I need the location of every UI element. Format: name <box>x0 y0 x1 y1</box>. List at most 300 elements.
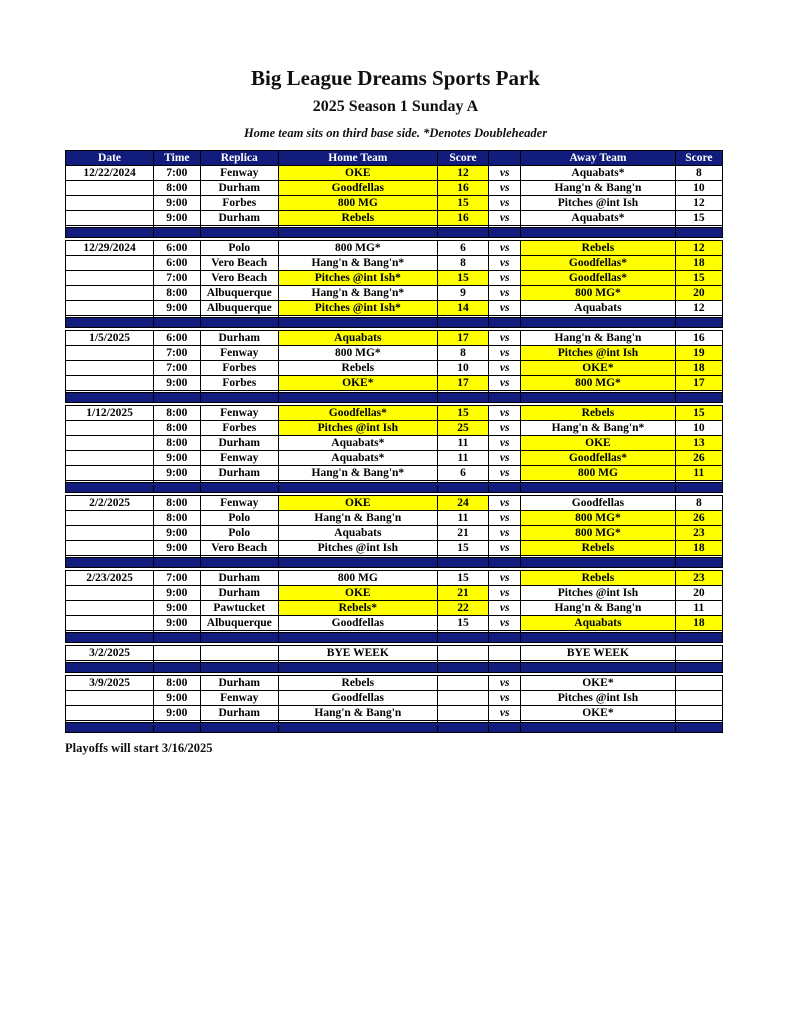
replica-header: Replica <box>200 151 278 166</box>
home-score-cell: 9 <box>437 286 488 301</box>
home-score-cell: 10 <box>437 361 488 376</box>
home-score-cell: 15 <box>437 571 488 586</box>
vs-cell: vs <box>489 691 521 706</box>
separator-row-cell <box>437 723 488 733</box>
time-cell: 9:00 <box>154 691 201 706</box>
time-cell: 8:00 <box>154 676 201 691</box>
separator-row-cell <box>278 663 437 673</box>
vs-cell: vs <box>489 466 521 481</box>
replica-cell: Polo <box>200 511 278 526</box>
separator-row-cell <box>66 483 154 493</box>
separator-row-cell <box>200 633 278 643</box>
time-cell: 9:00 <box>154 376 201 391</box>
home-team-cell: Rebels <box>278 361 437 376</box>
time-cell: 8:00 <box>154 436 201 451</box>
home-score-cell: 16 <box>437 211 488 226</box>
home-team-header: Home Team <box>278 151 437 166</box>
home-team-cell: Goodfellas <box>278 616 437 631</box>
time-cell: 7:00 <box>154 166 201 181</box>
home-score-cell <box>437 646 488 661</box>
replica-cell: Vero Beach <box>200 256 278 271</box>
away-team-cell: Rebels <box>521 541 675 556</box>
separator-row-cell <box>437 633 488 643</box>
date-cell <box>66 541 154 556</box>
separator-row-cell <box>521 558 675 568</box>
date-cell <box>66 301 154 316</box>
separator-row-cell <box>66 558 154 568</box>
separator-row-cell <box>489 723 521 733</box>
vs-cell: vs <box>489 166 521 181</box>
game-row <box>66 601 723 616</box>
away-team-cell: Pitches @int Ish <box>521 691 675 706</box>
separator-row-cell <box>278 318 437 328</box>
away-team-cell: Goodfellas* <box>521 451 675 466</box>
time-cell: 7:00 <box>154 361 201 376</box>
home-score-cell: 6 <box>437 241 488 256</box>
home-score-cell: 24 <box>437 496 488 511</box>
home-team-cell: Aquabats* <box>278 451 437 466</box>
home-score-cell: 25 <box>437 421 488 436</box>
date-cell <box>66 436 154 451</box>
gap-row-cell <box>200 733 278 736</box>
time-cell: 9:00 <box>154 616 201 631</box>
separator-row-cell <box>154 723 201 733</box>
home-score-cell: 11 <box>437 511 488 526</box>
separator-row-cell <box>278 633 437 643</box>
replica-cell: Fenway <box>200 451 278 466</box>
home-team-cell: 800 MG* <box>278 346 437 361</box>
separator-row-cell <box>437 228 488 238</box>
vs-cell: vs <box>489 196 521 211</box>
date-cell: 12/29/2024 <box>66 241 154 256</box>
vs-cell: vs <box>489 346 521 361</box>
date-header: Date <box>66 151 154 166</box>
date-cell <box>66 196 154 211</box>
separator-row-cell <box>278 393 437 403</box>
separator-row <box>66 318 723 328</box>
home-team-cell: Aquabats* <box>278 436 437 451</box>
home-score-cell: 14 <box>437 301 488 316</box>
separator-row-cell <box>200 318 278 328</box>
separator-row-cell <box>489 318 521 328</box>
game-row <box>66 571 723 586</box>
separator-row-cell <box>489 228 521 238</box>
home-score-cell: 15 <box>437 616 488 631</box>
game-row <box>66 331 723 346</box>
away-team-cell: Pitches @int Ish <box>521 586 675 601</box>
separator-row-cell <box>521 483 675 493</box>
separator-row-cell <box>675 723 722 733</box>
away-score-cell: 26 <box>675 511 722 526</box>
time-cell: 9:00 <box>154 211 201 226</box>
replica-cell: Forbes <box>200 421 278 436</box>
away-team-cell: Hang'n & Bang'n <box>521 181 675 196</box>
time-cell: 8:00 <box>154 406 201 421</box>
vs-cell: vs <box>489 421 521 436</box>
vs-cell: vs <box>489 301 521 316</box>
separator-row-cell <box>521 723 675 733</box>
page-title: Big League Dreams Sports Park <box>251 66 540 90</box>
home-score-cell: 6 <box>437 466 488 481</box>
home-score-cell <box>437 706 488 721</box>
date-cell <box>66 256 154 271</box>
vs-cell: vs <box>489 436 521 451</box>
away-score-cell: 15 <box>675 271 722 286</box>
separator-row-cell <box>675 663 722 673</box>
away-score-cell: 8 <box>675 166 722 181</box>
away-score-cell: 15 <box>675 211 722 226</box>
away-team-cell: BYE WEEK <box>521 646 675 661</box>
away-team-header: Away Team <box>521 151 675 166</box>
separator-row-cell <box>66 633 154 643</box>
separator-row-cell <box>675 393 722 403</box>
away-team-cell: 800 MG* <box>521 376 675 391</box>
separator-row-cell <box>489 633 521 643</box>
separator-row-cell <box>489 483 521 493</box>
date-cell: 3/2/2025 <box>66 646 154 661</box>
date-cell <box>66 526 154 541</box>
date-cell <box>66 361 154 376</box>
separator-row-cell <box>200 663 278 673</box>
home-team-cell: 800 MG <box>278 196 437 211</box>
date-cell: 2/2/2025 <box>66 496 154 511</box>
game-row <box>66 586 723 601</box>
vs-cell: vs <box>489 361 521 376</box>
separator-row-cell <box>437 558 488 568</box>
home-team-cell: Hang'n & Bang'n <box>278 511 437 526</box>
away-score-cell: 10 <box>675 421 722 436</box>
home-score-cell <box>437 691 488 706</box>
game-row <box>66 466 723 481</box>
schedule-table <box>65 150 723 736</box>
home-score-header: Score <box>437 151 488 166</box>
time-cell: 6:00 <box>154 241 201 256</box>
separator-row-cell <box>154 393 201 403</box>
replica-cell: Fenway <box>200 346 278 361</box>
home-team-cell: BYE WEEK <box>278 646 437 661</box>
away-score-cell <box>675 676 722 691</box>
separator-row-cell <box>521 663 675 673</box>
gap-row-cell <box>278 733 437 736</box>
home-team-cell: Hang'n & Bang'n* <box>278 466 437 481</box>
separator-row-cell <box>154 663 201 673</box>
separator-row-cell <box>675 318 722 328</box>
home-team-cell: Aquabats <box>278 526 437 541</box>
separator-row-cell <box>154 318 201 328</box>
separator-row-cell <box>200 723 278 733</box>
separator-row-cell <box>521 393 675 403</box>
time-cell: 9:00 <box>154 526 201 541</box>
away-score-cell <box>675 691 722 706</box>
away-team-cell: Hang'n & Bang'n* <box>521 421 675 436</box>
date-cell <box>66 376 154 391</box>
separator-row-cell <box>675 633 722 643</box>
home-score-cell: 21 <box>437 526 488 541</box>
away-team-cell: Goodfellas* <box>521 256 675 271</box>
separator-row-cell <box>437 483 488 493</box>
away-team-cell: OKE <box>521 436 675 451</box>
time-cell: 9:00 <box>154 301 201 316</box>
game-row <box>66 376 723 391</box>
replica-cell: Vero Beach <box>200 271 278 286</box>
separator-row-cell <box>278 723 437 733</box>
date-cell <box>66 706 154 721</box>
away-team-cell: 800 MG* <box>521 511 675 526</box>
date-cell: 12/22/2024 <box>66 166 154 181</box>
separator-row-cell <box>437 393 488 403</box>
home-score-cell: 17 <box>437 331 488 346</box>
away-score-cell <box>675 646 722 661</box>
away-score-cell: 10 <box>675 181 722 196</box>
replica-cell: Durham <box>200 466 278 481</box>
away-team-cell: Aquabats <box>521 301 675 316</box>
gap-row-cell <box>437 733 488 736</box>
game-row <box>66 256 723 271</box>
vs-cell: vs <box>489 601 521 616</box>
separator-row-cell <box>66 723 154 733</box>
home-team-cell: OKE* <box>278 376 437 391</box>
away-score-cell: 11 <box>675 466 722 481</box>
home-team-cell: Goodfellas <box>278 181 437 196</box>
separator-row-cell <box>278 558 437 568</box>
away-score-cell: 23 <box>675 526 722 541</box>
away-team-cell: OKE* <box>521 706 675 721</box>
replica-cell: Durham <box>200 586 278 601</box>
separator-row-cell <box>675 483 722 493</box>
away-team-cell: OKE* <box>521 361 675 376</box>
date-cell: 1/12/2025 <box>66 406 154 421</box>
away-score-cell: 20 <box>675 286 722 301</box>
separator-row-cell <box>437 663 488 673</box>
time-header: Time <box>154 151 201 166</box>
away-team-cell: Rebels <box>521 241 675 256</box>
replica-cell: Durham <box>200 181 278 196</box>
vs-cell: vs <box>489 211 521 226</box>
game-row <box>66 436 723 451</box>
vs-cell: vs <box>489 241 521 256</box>
vs-cell: vs <box>489 181 521 196</box>
away-team-cell: 800 MG* <box>521 286 675 301</box>
replica-cell: Durham <box>200 706 278 721</box>
home-score-cell: 17 <box>437 376 488 391</box>
home-score-cell: 8 <box>437 346 488 361</box>
game-row <box>66 706 723 721</box>
home-team-cell: Aquabats <box>278 331 437 346</box>
separator-row-cell <box>278 228 437 238</box>
replica-cell: Durham <box>200 331 278 346</box>
away-team-cell: Rebels <box>521 406 675 421</box>
vs-cell: vs <box>489 271 521 286</box>
page-subtitle: 2025 Season 1 Sunday A <box>312 98 479 115</box>
away-score-cell: 12 <box>675 196 722 211</box>
away-score-cell: 11 <box>675 601 722 616</box>
time-cell: 6:00 <box>154 256 201 271</box>
date-cell <box>66 421 154 436</box>
game-row <box>66 451 723 466</box>
home-team-cell: OKE <box>278 496 437 511</box>
replica-cell: Pawtucket <box>200 601 278 616</box>
schedule-table-head <box>66 151 723 166</box>
separator-row-cell <box>489 393 521 403</box>
separator-row-cell <box>154 483 201 493</box>
replica-cell: Durham <box>200 436 278 451</box>
replica-cell: Albuquerque <box>200 286 278 301</box>
away-score-cell: 15 <box>675 406 722 421</box>
time-cell: 8:00 <box>154 496 201 511</box>
gap-row-cell <box>66 733 154 736</box>
vs-cell: vs <box>489 256 521 271</box>
game-row <box>66 421 723 436</box>
vs-cell: vs <box>489 511 521 526</box>
replica-cell: Fenway <box>200 691 278 706</box>
vs-cell: vs <box>489 676 521 691</box>
separator-row-cell <box>200 393 278 403</box>
home-team-cell: OKE <box>278 166 437 181</box>
home-team-cell: Rebels <box>278 676 437 691</box>
home-team-cell: Pitches @int Ish <box>278 541 437 556</box>
home-team-cell: Pitches @int Ish <box>278 421 437 436</box>
time-cell: 8:00 <box>154 511 201 526</box>
separator-row <box>66 558 723 568</box>
replica-cell: Fenway <box>200 166 278 181</box>
date-cell <box>66 346 154 361</box>
game-row <box>66 406 723 421</box>
vs-cell: vs <box>489 496 521 511</box>
away-team-cell: Hang'n & Bang'n <box>521 331 675 346</box>
game-row <box>66 646 723 661</box>
separator-row-cell <box>278 483 437 493</box>
game-row <box>66 541 723 556</box>
replica-cell: Fenway <box>200 406 278 421</box>
home-team-cell: 800 MG <box>278 571 437 586</box>
home-score-cell: 22 <box>437 601 488 616</box>
separator-row-cell <box>200 228 278 238</box>
replica-cell: Fenway <box>200 496 278 511</box>
separator-row-cell <box>675 558 722 568</box>
home-score-cell <box>437 676 488 691</box>
away-score-cell: 23 <box>675 571 722 586</box>
away-score-cell: 12 <box>675 241 722 256</box>
separator-row-cell <box>200 558 278 568</box>
home-score-cell: 11 <box>437 436 488 451</box>
away-score-cell: 18 <box>675 256 722 271</box>
gap-row-cell <box>675 733 722 736</box>
date-cell <box>66 691 154 706</box>
game-row <box>66 301 723 316</box>
home-score-cell: 15 <box>437 541 488 556</box>
time-cell <box>154 646 201 661</box>
separator-row-cell <box>66 663 154 673</box>
vs-cell: vs <box>489 616 521 631</box>
replica-cell: Forbes <box>200 361 278 376</box>
date-cell: 3/9/2025 <box>66 676 154 691</box>
vs-cell: vs <box>489 406 521 421</box>
replica-cell: Polo <box>200 241 278 256</box>
time-cell: 6:00 <box>154 331 201 346</box>
date-cell: 2/23/2025 <box>66 571 154 586</box>
vs-cell: vs <box>489 331 521 346</box>
separator-row-cell <box>200 483 278 493</box>
home-team-cell: Hang'n & Bang'n* <box>278 286 437 301</box>
home-score-cell: 12 <box>437 166 488 181</box>
separator-row-cell <box>66 318 154 328</box>
replica-cell: Polo <box>200 526 278 541</box>
away-team-cell: Pitches @int Ish <box>521 196 675 211</box>
separator-row-cell <box>489 558 521 568</box>
replica-cell: Vero Beach <box>200 541 278 556</box>
game-row <box>66 271 723 286</box>
header-row <box>66 151 723 166</box>
separator-row-cell <box>437 318 488 328</box>
away-team-cell: Hang'n & Bang'n <box>521 601 675 616</box>
separator-row <box>66 228 723 238</box>
separator-row <box>66 483 723 493</box>
schedule-table-body <box>66 166 723 736</box>
away-score-cell: 13 <box>675 436 722 451</box>
away-team-cell: Aquabats <box>521 616 675 631</box>
away-score-cell: 20 <box>675 586 722 601</box>
away-team-cell: Pitches @int Ish <box>521 346 675 361</box>
separator-row-cell <box>675 228 722 238</box>
home-team-cell: OKE <box>278 586 437 601</box>
gap-row-cell <box>489 733 521 736</box>
gap-row <box>66 733 723 736</box>
home-team-note: Home team sits on third base side. *Denotes Doubleheader <box>243 126 548 140</box>
separator-row <box>66 633 723 643</box>
home-score-cell: 15 <box>437 196 488 211</box>
time-cell: 9:00 <box>154 586 201 601</box>
game-row <box>66 181 723 196</box>
time-cell: 9:00 <box>154 706 201 721</box>
date-cell <box>66 511 154 526</box>
time-cell: 9:00 <box>154 541 201 556</box>
home-score-cell: 21 <box>437 586 488 601</box>
away-team-cell: OKE* <box>521 676 675 691</box>
home-team-cell: Goodfellas <box>278 691 437 706</box>
vs-cell: vs <box>489 571 521 586</box>
away-score-cell: 16 <box>675 331 722 346</box>
away-team-cell: 800 MG <box>521 466 675 481</box>
home-score-cell: 16 <box>437 181 488 196</box>
game-row <box>66 676 723 691</box>
replica-cell: Forbes <box>200 196 278 211</box>
game-row <box>66 211 723 226</box>
date-cell <box>66 586 154 601</box>
separator-row-cell <box>154 558 201 568</box>
away-score-cell: 18 <box>675 361 722 376</box>
game-row <box>66 346 723 361</box>
gap-row-cell <box>521 733 675 736</box>
home-score-cell: 8 <box>437 256 488 271</box>
home-score-cell: 15 <box>437 406 488 421</box>
date-cell <box>66 271 154 286</box>
away-score-cell: 19 <box>675 346 722 361</box>
game-row <box>66 691 723 706</box>
game-row <box>66 241 723 256</box>
home-team-cell: Pitches @int Ish* <box>278 301 437 316</box>
time-cell: 9:00 <box>154 601 201 616</box>
date-cell <box>66 211 154 226</box>
away-team-cell: Aquabats* <box>521 211 675 226</box>
away-team-cell: 800 MG* <box>521 526 675 541</box>
separator-row-cell <box>521 228 675 238</box>
date-cell <box>66 466 154 481</box>
time-cell: 8:00 <box>154 181 201 196</box>
time-cell: 8:00 <box>154 421 201 436</box>
away-score-cell: 8 <box>675 496 722 511</box>
game-row <box>66 361 723 376</box>
home-team-cell: Pitches @int Ish* <box>278 271 437 286</box>
